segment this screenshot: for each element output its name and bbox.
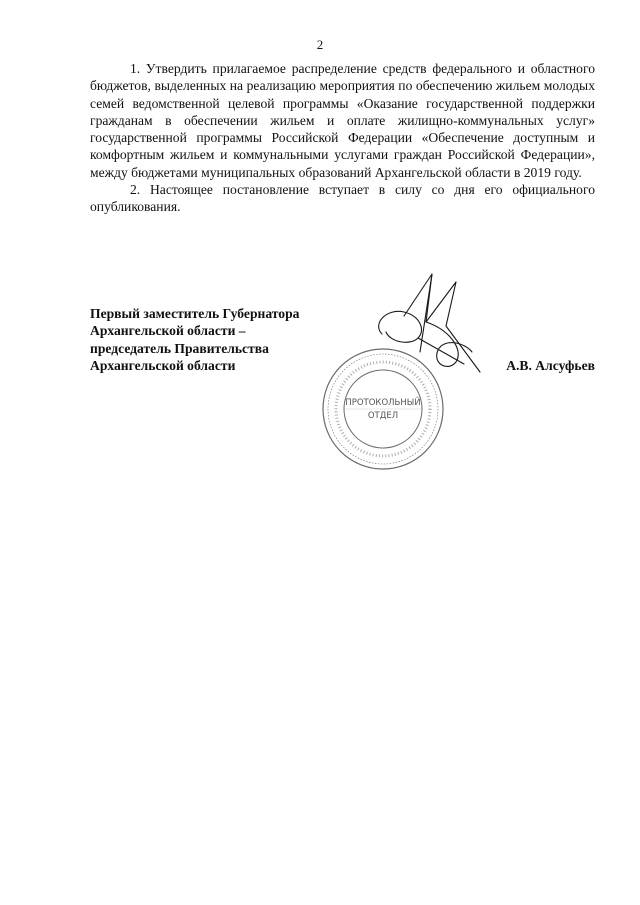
signatory-title-line: Первый заместитель Губернатора — [90, 306, 300, 321]
signatory-title-line: Архангельской области – — [90, 323, 246, 339]
seal-text-line: ОТДЕЛ — [367, 411, 399, 421]
signatory-title — [90, 305, 299, 375]
handwritten-signature — [360, 268, 490, 380]
signer-name: А.В. Алсуфьев — [506, 358, 595, 373]
signatory-title-line: Архангельской области — [90, 358, 236, 374]
seal-text-line: ПРОТОКОЛЬНЫЙ — [345, 398, 421, 408]
document-body — [90, 60, 595, 216]
paragraph-effective-date: 2. Настоящее постановление вступает в силу со дня его официального опубликования. — [90, 182, 595, 215]
page-number: 2 — [316, 37, 324, 52]
paragraph-approve-distribution: 1. Утвердить прилагаемое распределение средств федерального и областного бюджетов, выделенных на реализацию мероприятия по обеспечению жильем молодых семей ведомственной целевой программы «Оказание государственной поддержки гражданам в обеспечении жильем и оплате жилищно-коммунальных услуг» государственной программы Российской Федерации «Обеспечение доступным и комфортным жильем и коммунальными услугами граждан Российской Федерации», между бюджетами муниципальных образований Архангельской области в 2019 году. — [90, 61, 595, 180]
signatory-title-line: председатель Правительства — [90, 340, 269, 356]
